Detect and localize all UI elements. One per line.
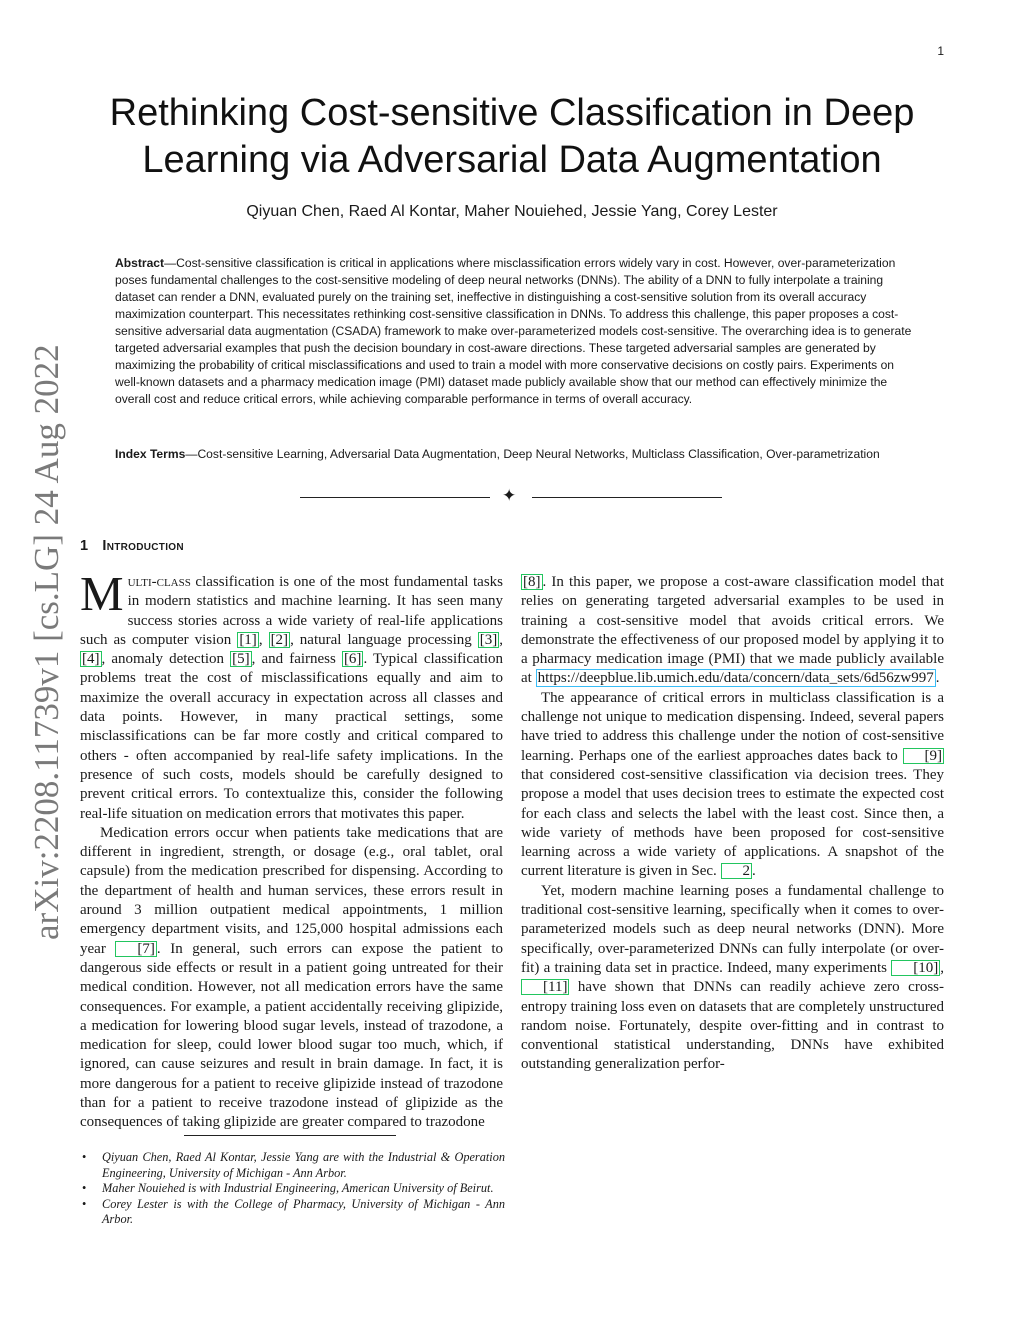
- body-text: .: [935, 670, 940, 687]
- body-paragraph: [80, 566, 503, 824]
- citation-link[interactable]: [3]: [479, 631, 498, 648]
- body-text: ,: [499, 631, 503, 648]
- body-paragraph: [521, 573, 944, 689]
- footnote-item: • Corey Lester is with the College of Pharmacy, University of Michigan - Ann Arbor.: [80, 1197, 505, 1228]
- body-text: , natural language processing: [290, 631, 478, 648]
- index-terms-text: —Cost-sensitive Learning, Adversarial Data Augmentation, Deep Neural Networks, Multiclass Classification, Over-parametrization: [185, 447, 880, 461]
- body-text: Medication errors occur when patients take medications that are different in ingredient, strength, or dosage (e.g., oral tablet, oral capsule) from the medication prescribed for dispensing. According to the department of health and human services, these errors result in around 3 million outpatient medical appointments, 1 million emergency department visits, and 125,000 hospital admissions each year: [80, 824, 503, 957]
- index-terms-label: Index Terms: [115, 447, 186, 461]
- body-text: have shown that DNNs can readily achieve zero cross-entropy training loss even on datasets that are completely unstructured random noise. Fortunately, despite over-fitting and in contrast to conventional statistical understanding, DNNs have exhibited outstanding generalization perfor-: [521, 979, 944, 1073]
- citation-link[interactable]: [6]: [343, 651, 362, 668]
- citation-link[interactable]: [11]: [521, 979, 569, 995]
- section-title: Introduction: [102, 538, 184, 554]
- body-paragraph: [80, 824, 503, 1133]
- footnote-rule: [184, 1135, 396, 1136]
- section-reference-link[interactable]: 2: [721, 863, 753, 879]
- abstract-text: —Cost-sensitive classification is critical in applications where misclassification errors widely vary in cost. However, over-parameterization poses fundamental challenges to the cost-sensitive modeling of deep neural networks (DNNs). The ability of a DNN to fully interpolate a training dataset can render a DNN, evaluated purely on the training set, ineffective in distinguishing a cost-sensitive solution from its overall accuracy maximization counterpart. This necessitates rethinking cost-sensitive classification in DNNs. To address this challenge, this paper proposes a cost-sensitive adversarial data augmentation (CSADA) framework to make over-parameterized models cost-sensitive. The overarching idea is to generate targeted adversarial examples that push the decision boundary in cost-aware directions. These targeted adversarial samples are generated by maximizing the probability of critical misclassifications and used to train a model with more conservative decisions on costly pairs. Experiments on well-known datasets and a pharmacy medication image (PMI) dataset made publicly available show that our method can effectively minimize the overall cost and reduce critical errors, while achieving comparable performance in terms of overall accuracy.: [115, 256, 912, 406]
- body-text: , anomaly detection: [101, 651, 231, 668]
- footnote-list: [80, 1150, 505, 1228]
- body-paragraph: [521, 882, 944, 1075]
- citation-link[interactable]: [9]: [903, 748, 945, 764]
- divider-line-right: [532, 497, 722, 498]
- body-text: . Typical classification problems treat the cost of misclassifications equally and aim to maximize the overall accuracy in expectation across all classes and data points. However, in many practical settings, some misclassifications can be far more costly and critical compared to others - often accompanied by real-life safety implications. In the presence of such costs, models should be carefully designed to prevent critical errors. To contextualize this, consider the following real-life situation on medication errors that motivates this paper.: [80, 651, 503, 822]
- citation-link[interactable]: [10]: [891, 960, 940, 976]
- citation-link[interactable]: [8]: [523, 574, 541, 590]
- citation-link[interactable]: [7]: [115, 941, 157, 957]
- index-terms: [115, 446, 915, 463]
- body-text: ,: [258, 631, 269, 648]
- body-text: The appearance of critical errors in multiclass classification is a challenge not unique to medication dispensing. Indeed, several papers have tried to address this challenge under the notion of cost-sensitive learning. Perhaps one of the earliest approaches dates back to: [521, 689, 944, 764]
- body-column-left: [80, 566, 503, 1133]
- small-caps-lead: ulti-class: [127, 574, 191, 590]
- body-text: . In this paper, we propose a cost-aware classification model that relies on generating targeted adversarial examples to be used in training a cost-sensitive model that avoids critical errors. We demonstrate the effectiveness of our proposed model by applying it to a pharmacy medication image (PMI) that we made publicly available at: [521, 574, 944, 687]
- body-column-right: [521, 573, 944, 1075]
- citation-link[interactable]: [4]: [82, 651, 100, 668]
- citation-link[interactable]: [5]: [232, 651, 250, 668]
- body-text: ,: [940, 959, 944, 976]
- footnote-item: • Qiyuan Chen, Raed Al Kontar, Jessie Yang are with the Industrial & Operation Engineering, University of Michigan - Ann Arbor.: [80, 1150, 505, 1181]
- author-list: Qiyuan Chen, Raed Al Kontar, Maher Nouiehed, Jessie Yang, Corey Lester: [246, 203, 778, 220]
- page-number: 1: [937, 44, 944, 58]
- body-text: Yet, modern machine learning poses a fundamental challenge to traditional cost-sensitive learning, specifically when it comes to over-parameterized models such as deep neural networks (DNN). More specifically, over-parameterized DNNs can fully interpolate (or over-fit) a training data set in practice. Indeed, many experiments: [521, 882, 944, 976]
- body-text: , and fairness: [251, 651, 342, 668]
- drop-cap: M: [80, 566, 124, 621]
- body-text: . In general, such errors can expose the patient to dangerous side effects or result in a patient going untreated for their medical condition. However, not all medication errors have the same consequences. For example, a patient accidentally receiving glipizide, a medication for lowering blood sugar levels, instead of trazodone, a medication for sleep, could lower blood sugar too much, which, if ignored, can cause seizures and result in brain damage. In fact, it is more dangerous for a patient to receive glipizide instead of trazodone than for a patient to receive trazodone instead of glipizide as the consequences of taking glipizide are greater compared to trazodone: [80, 940, 503, 1131]
- dataset-url-link[interactable]: https://deepblue.lib.umich.edu/data/concern/data_sets/6d56zw997: [537, 670, 934, 687]
- divider-star-icon: ✦: [502, 486, 517, 506]
- section-divider: [300, 488, 724, 508]
- abstract: [115, 255, 915, 408]
- arxiv-stamp: arXiv:2208.11739v1 [cs.LG] 24 Aug 2022: [27, 344, 66, 940]
- section-heading-introduction: [80, 538, 184, 554]
- footnote-item: • Maher Nouiehed is with Industrial Engineering, American University of Beirut.: [80, 1181, 505, 1197]
- section-number: 1: [80, 538, 89, 554]
- body-text: that considered cost-sensitive classification via decision trees. They propose a model that uses decision trees to estimate the expected cost for each class and selects the label with the least cost. Since then, a wide variety of methods have been proposed for cost-sensitive learning across a wide variety of applications. A snapshot of the current literature is given in Sec.: [521, 766, 944, 880]
- citation-link[interactable]: [1]: [239, 631, 257, 648]
- body-text: .: [752, 863, 756, 880]
- abstract-label: Abstract: [115, 256, 165, 270]
- body-text: classification is one of the most fundamental tasks in modern statistics and machine learning. It has seen many success stories across a wide variety of real-life applications such as computer vision: [80, 574, 503, 648]
- citation-link[interactable]: [2]: [270, 631, 289, 648]
- body-paragraph: [521, 689, 944, 882]
- paper-title: Rethinking Cost-sensitive Classification in Deep Learning via Adversarial Data Augmentation: [109, 92, 915, 181]
- divider-line-left: [300, 497, 490, 498]
